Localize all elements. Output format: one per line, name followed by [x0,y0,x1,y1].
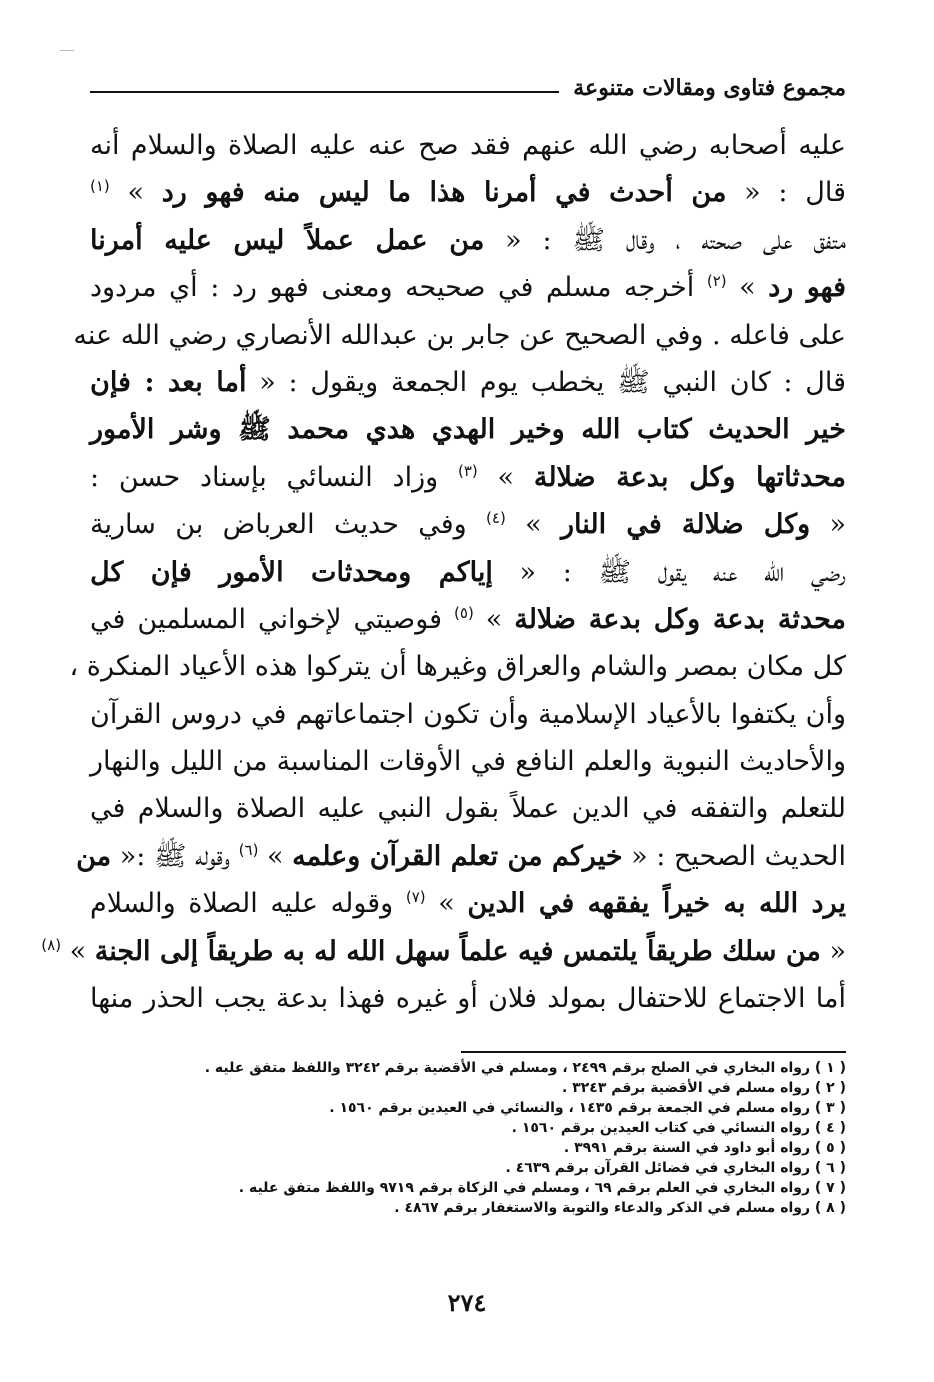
footnote-ref: (٢) [706,272,727,291]
body-line [90,264,846,311]
body-run: رضي الله عنه يقول ﷺ : « [492,556,846,588]
body-run: على فاعله . وفي الصحيح عن جابر بن عبدالله الأنصاري رضي الله عنه [73,319,846,351]
footnote: ( ٥ ) رواه أبو داود في السنة برقم ٣٩٩١ . [563,1140,846,1156]
body-run: وفي حديث العرباض بن سارية [90,509,487,541]
hadith-quote: فهو رد [768,272,847,304]
body-run: الحديث الصحيح : « [622,840,846,872]
body-line [76,833,846,880]
body-line [90,359,846,406]
book-title: مجموع فتاوى ومقالات متنوعة [573,75,846,101]
body-line [41,928,846,975]
body-line [90,169,846,216]
body-run: أما الاجتماع للاحتفال بمولد فلان أو غيره فهذا بدعة يجب الحذر منها [90,983,846,1015]
body-run: » [258,840,293,872]
body-line [90,217,846,264]
body-run: متفق على صحته ، وقال ﷺ : « [484,224,846,256]
page-number: ٢٧٤ [447,1288,487,1317]
hadith-quote: من عمل عملاً ليس عليه أمرنا [90,224,485,256]
body-run: وقوله ﷺ :« [111,840,239,872]
footnote-ref: (٧) [405,888,426,907]
body-run: قال : « [726,177,846,209]
body-run: » [109,177,162,209]
footnote-ref: (٦) [238,840,259,859]
body-line [90,501,846,548]
hadith-quote: أما بعد : فإن [90,366,247,398]
body-run: » [505,509,562,541]
body-run: كل مكان بمصر والشام والعراق وغيرها أن يتركوا هذه الأعياد المنكرة ، [69,651,846,683]
body-line [73,312,846,359]
body-run: عليه أصحابه رضي الله عنهم فقد صح عنه عليه الصلاة والسلام أنه [90,130,846,161]
body-line [90,975,846,1022]
body-line [90,406,846,453]
hadith-quote: من أحدث في أمرنا هذا ما ليس منه فهو رد [161,177,727,209]
body-line [90,785,846,832]
footnote: ( ٣ ) رواه مسلم في الجمعة برقم ١٤٣٥ ، والنسائي في العيدين برقم ١٥٦٠ . [329,1100,846,1116]
hadith-quote: من سلك طريقاً يلتمس فيه علماً سهل الله له به طريقاً إلى الجنة [94,935,821,967]
footnote-ref: (٥) [454,603,474,622]
footnote: ( ٢ ) رواه مسلم في الأقضية برقم ٣٢٤٣ . [561,1080,846,1096]
body-run: وزاد النسائي بإسناد حسن : [90,461,458,493]
body-line [90,880,846,927]
body-run: وقوله عليه الصلاة والسلام [90,888,406,920]
body-line [90,549,846,596]
body-run: « [820,935,846,967]
body-run: « [810,509,846,541]
body-line [90,738,846,785]
body-run: وأن يكتفوا بالأعياد الإسلامية وأن تكون اجتماعاتهم في دروس القرآن [90,698,846,730]
hadith-quote: يرد الله به خيراً يفقهه في الدين [467,888,846,920]
footnote-ref: (١) [90,177,110,196]
hadith-quote: محدثة بدعة وكل بدعة ضلالة [514,603,846,635]
footnote-separator [461,1051,846,1053]
hadith-quote: خيركم من تعلم القرآن وعلمه [292,840,623,872]
body-run: » [726,272,769,304]
footnotes [90,1058,846,1218]
body-run: » [61,935,95,967]
footnote: ( ٨ ) رواه مسلم في الذكر والدعاء والتوبة والاستغفار برقم ٤٨٦٧ . [394,1200,846,1216]
hadith-quote: إياكم ومحدثات الأمور فإن كل [90,556,493,588]
header-rule [90,91,559,93]
body-line [90,122,846,169]
hadith-quote: محدثاتها وكل بدعة ضلالة [533,461,847,493]
footnote-ref: (٤) [486,509,506,528]
hadith-quote: وكل ضلالة في النار [561,509,811,541]
hadith-quote: من [76,840,112,872]
footnote-ref: (٨) [41,935,62,954]
body-run: أخرجه مسلم في صحيحه ومعنى فهو رد : أي مردود [90,272,707,304]
body-run: فوصيتي لإخواني المسلمين في [90,603,455,635]
body-run: والأحاديث النبوية والعلم النافع في الأوقات المناسبة من الليل والنهار [90,746,846,778]
body-line [90,454,846,501]
footnote: ( ٦ ) رواه البخاري في فضائل القرآن برقم ٤٦٣٩ . [505,1160,846,1176]
footnote: ( ١ ) رواه البخاري في الصلح برقم ٢٤٩٩ ، ومسلم في الأقضية برقم ٣٢٤٢ واللفظ متفق عليه . [204,1060,846,1076]
footnote: ( ٤ ) رواه النسائي في كتاب العيدين برقم ١٥٦٠ . [511,1120,846,1136]
running-header [90,68,846,108]
body-run: للتعلم والتفقه في الدين عملاً بقول النبي عليه الصلاة والسلام في [90,793,846,825]
body-run: » [477,461,534,493]
body-run: قال : كان النبي ﷺ يخطب يوم الجمعة ويقول : « [246,366,846,398]
footnote: ( ٧ ) رواه البخاري في العلم برقم ٦٩ ، ومسلم في الزكاة برقم ٩٧١٩ واللفظ متفق عليه . [238,1180,846,1196]
footnote-ref: (٣) [457,461,478,480]
body-line [69,643,846,690]
scan-artifact [60,50,74,51]
hadith-quote: خير الحديث كتاب الله وخير الهدي هدي محمد ﷺ وشر الأمور [90,414,846,446]
body-text [41,122,847,1022]
body-line [90,596,846,643]
body-run: » [473,603,515,635]
body-line [90,691,846,738]
body-run: » [425,888,468,920]
